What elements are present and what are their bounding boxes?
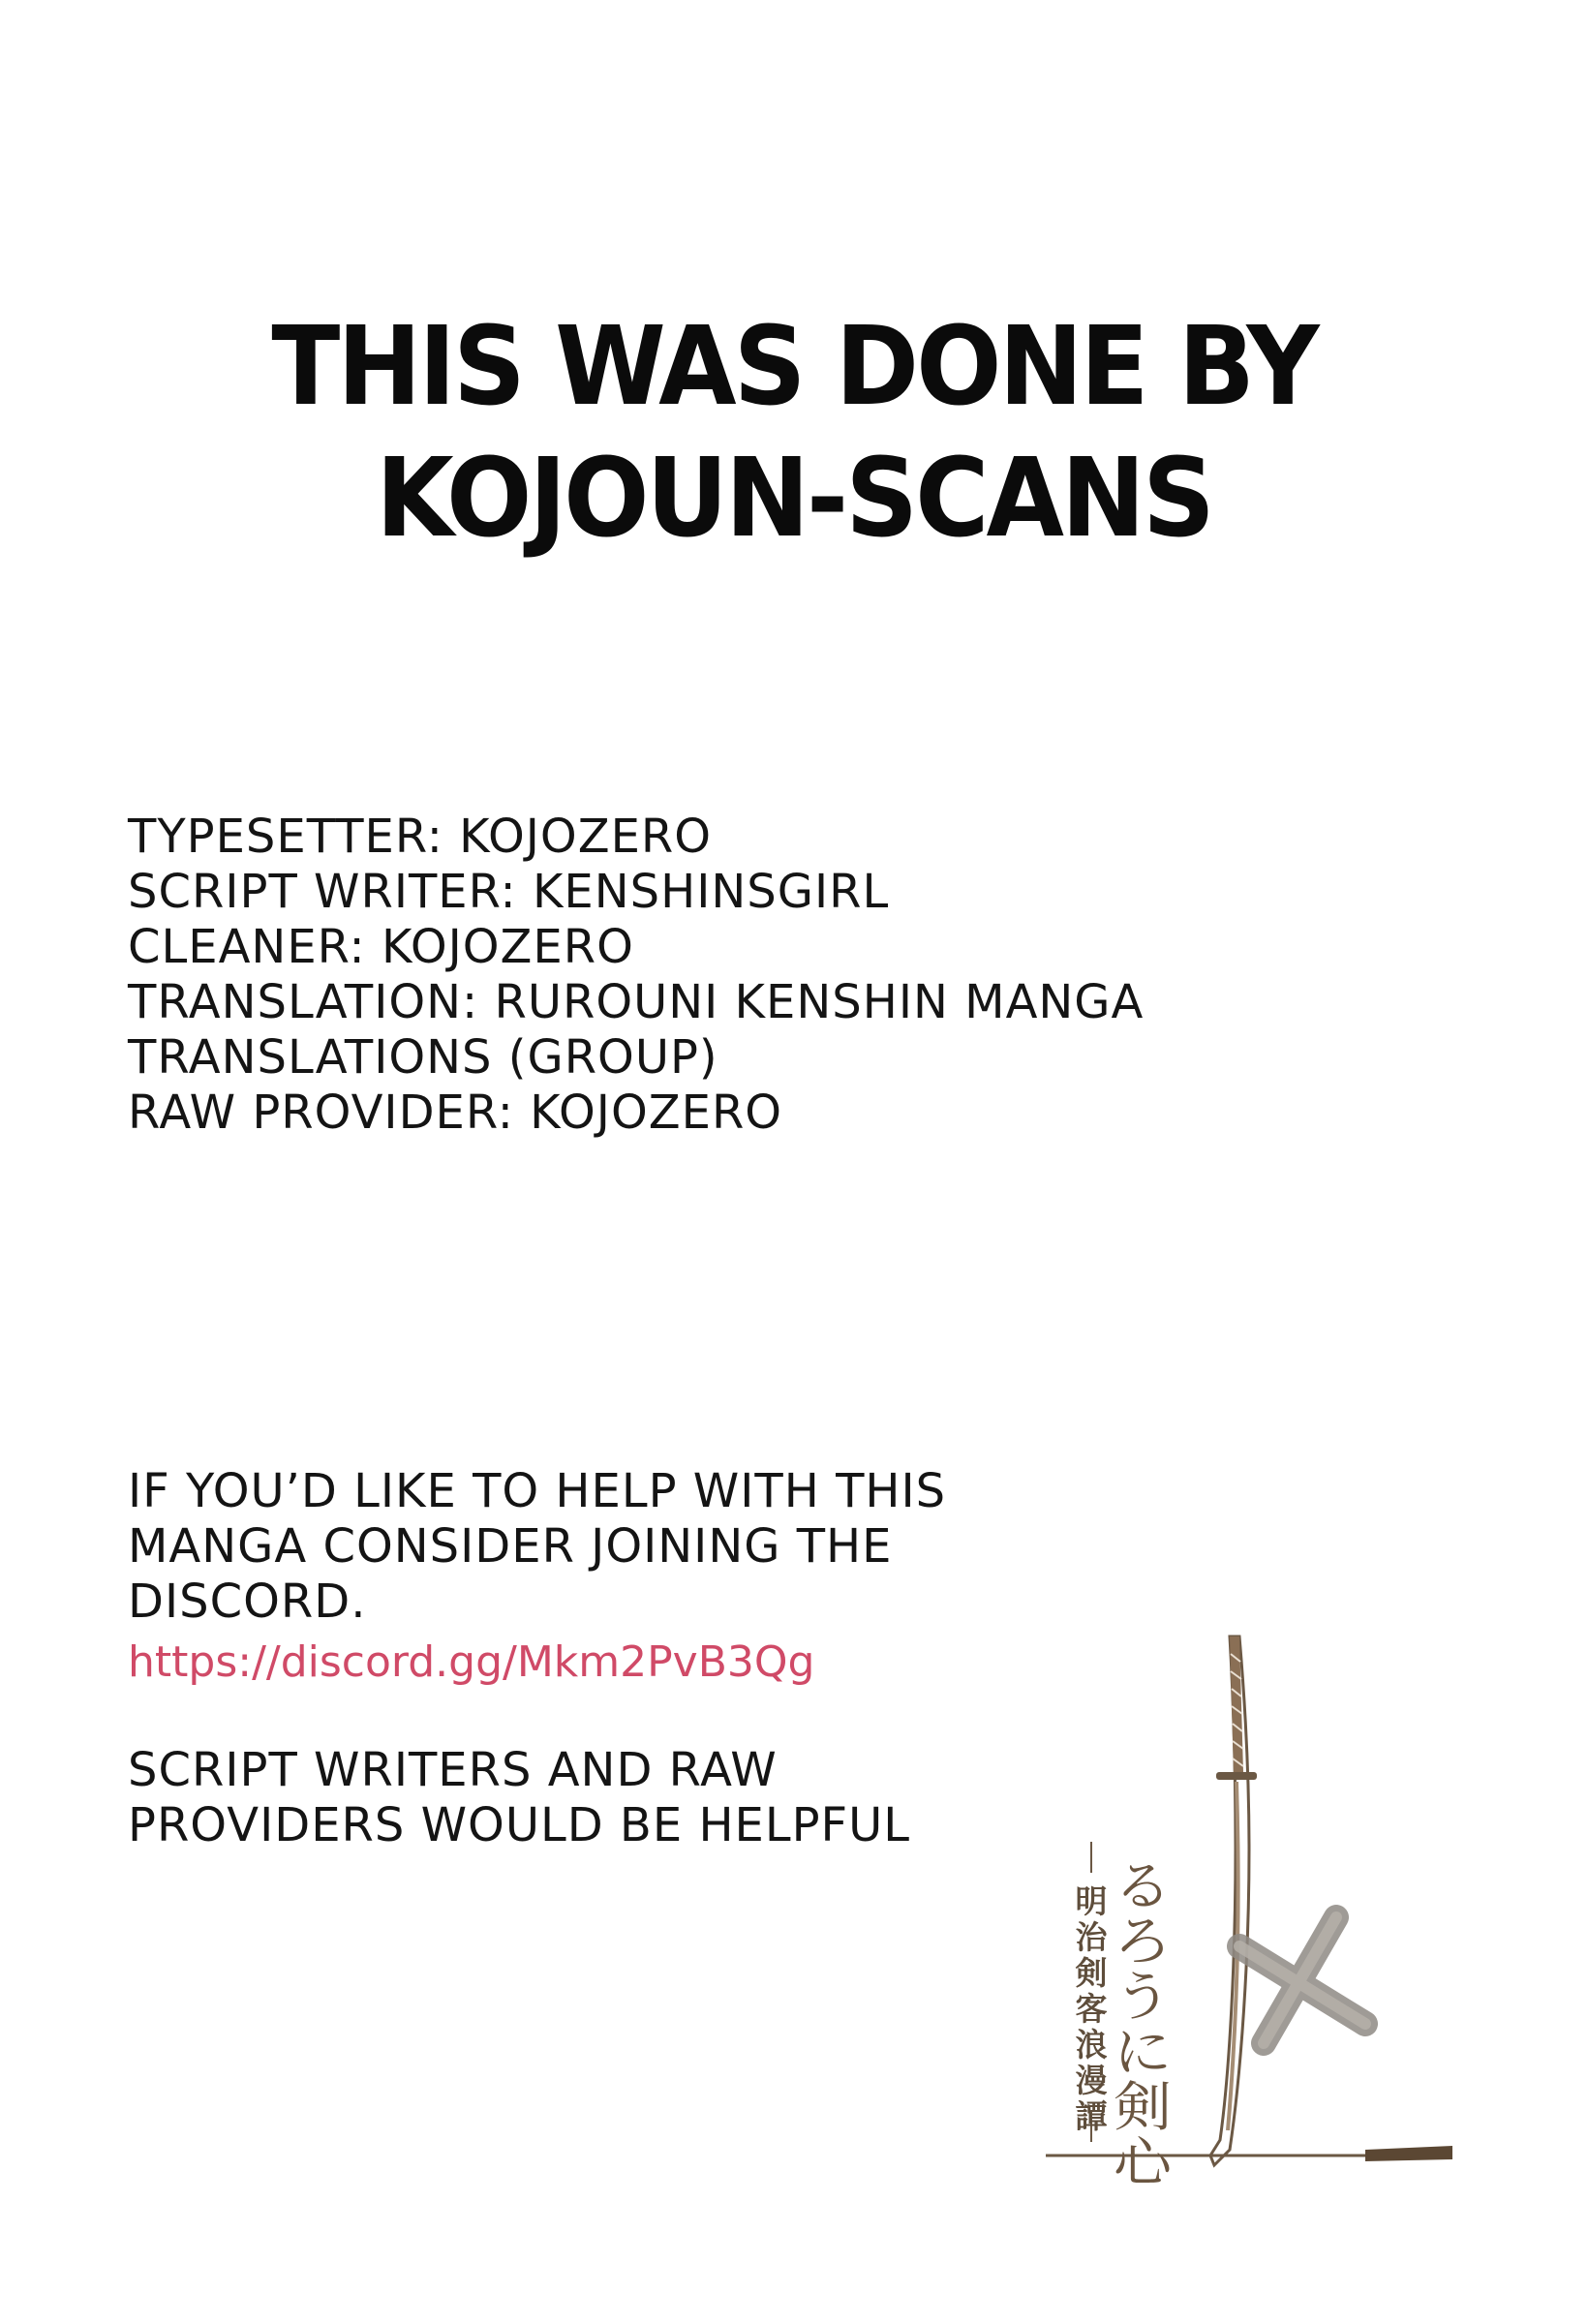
credit-cleaner: CLEANER: KOJOZERO: [128, 920, 634, 974]
credit-translation-continued: TRANSLATIONS (GROUP): [128, 1030, 718, 1085]
help-message: [128, 1464, 946, 1630]
credit-raw-provider: RAW PROVIDER: KOJOZERO: [128, 1086, 783, 1140]
title-line-1: THIS WAS DONE BY: [271, 302, 1317, 430]
recruitment-message: [128, 1743, 910, 1853]
title-line-2: KOJOUN-SCANS: [376, 434, 1212, 562]
credit-translation: TRANSLATION: RUROUNI KENSHIN MANGA: [128, 975, 1145, 1029]
credits-list: [128, 810, 1144, 1141]
recruitment-line: SCRIPT WRITERS AND RAW: [128, 1743, 778, 1797]
logo-subtitle-vertical: 明治剣客浪漫譚: [1075, 1882, 1108, 2135]
help-line: IF YOU’D LIKE TO HELP WITH THIS: [128, 1464, 947, 1518]
help-line: DISCORD.: [128, 1575, 367, 1629]
logo-title-vertical: るろうに剣心: [1114, 1855, 1172, 2194]
recruitment-line: PROVIDERS WOULD BE HELPFUL: [128, 1798, 911, 1852]
help-line: MANGA CONSIDER JOINING THE: [128, 1519, 893, 1574]
credit-script-writer: SCRIPT WRITER: KENSHINSGIRL: [128, 865, 890, 919]
discord-invite-link[interactable]: https://discord.gg/Mkm2PvB3Qg: [128, 1637, 815, 1687]
credit-typesetter: TYPESETTER: KOJOZERO: [128, 810, 713, 864]
